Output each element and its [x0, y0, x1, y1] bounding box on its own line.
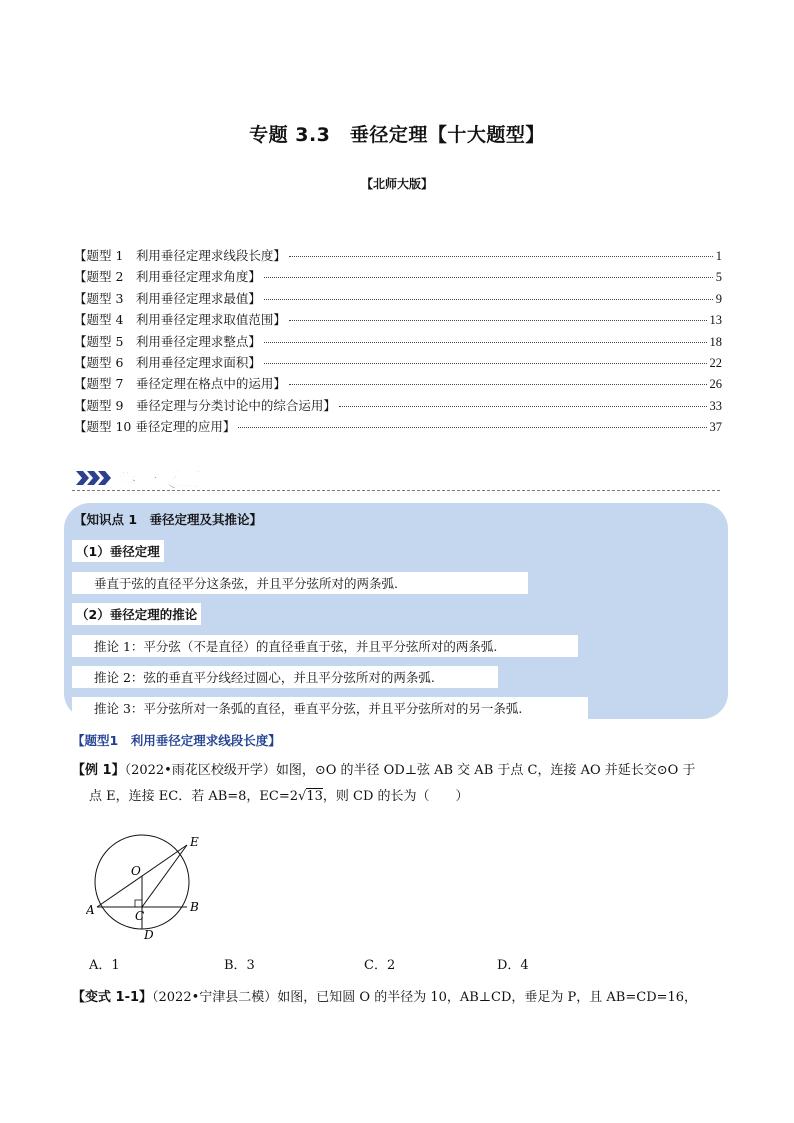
divider	[72, 490, 720, 491]
toc-label: 【题型 6 利用垂径定理求面积】	[74, 354, 261, 370]
knowledge-title: 【知识点 1 垂径定理及其推论】	[74, 512, 263, 527]
toc-leader	[289, 256, 713, 257]
example-line2: 点 E，连接 EC．若 AB=8，EC=2	[89, 789, 299, 804]
label-d: D	[144, 928, 154, 942]
example-tag: 【例 1】	[72, 763, 125, 778]
toc-item[interactable]	[74, 246, 722, 267]
toc-item[interactable]	[74, 374, 722, 395]
toc-item[interactable]	[74, 353, 722, 374]
label-b: B	[190, 900, 199, 914]
toc-page: 5	[715, 270, 722, 285]
option-b[interactable]: B．3	[224, 958, 255, 973]
corollary-text: 推论 3：平分弦所对一条弧的直径，垂直平分弦，并且平分弦所对的另一条弧.	[94, 701, 523, 716]
toc-label: 【题型 7 垂径定理在格点中的运用】	[74, 376, 286, 392]
corollary-line	[72, 635, 578, 657]
label-c: C	[135, 909, 145, 923]
corollary-line	[72, 666, 498, 688]
toc-leader	[264, 342, 707, 343]
toc-leader	[339, 406, 707, 407]
toc-leader	[264, 277, 713, 278]
page-title: 专题 3.3 垂径定理【十大题型】	[249, 124, 545, 146]
toc-leader	[289, 384, 707, 385]
example-source: （2022•雨花区校级开学）	[124, 763, 276, 778]
toc-page: 33	[709, 398, 722, 413]
toc-label: 【题型 3 利用垂径定理求最值】	[74, 290, 261, 306]
toc-leader	[264, 363, 707, 364]
toc-item[interactable]	[74, 267, 722, 288]
label-e: E	[190, 835, 199, 849]
example-line2-end: ，则 CD 的长为（ ）	[322, 789, 469, 804]
toc-label: 【题型 9 垂径定理与分类讨论中的综合运用】	[74, 397, 336, 413]
segment-ec	[142, 845, 187, 907]
toc-page: 22	[709, 355, 722, 370]
example-question	[72, 758, 732, 810]
circle-figure	[86, 832, 216, 942]
label-a: A	[86, 903, 95, 917]
toc-item[interactable]	[74, 332, 722, 353]
toc-page: 18	[709, 334, 722, 349]
toc-label: 【题型 5 利用垂径定理求整点】	[74, 333, 261, 349]
sqrt-radicand: 13	[306, 789, 323, 804]
toc-page: 1	[715, 249, 722, 263]
label-o: O	[131, 864, 141, 878]
variant-text: （2022•宁津县二模）如图，已知圆 O 的半径为 10，AB⊥CD，垂足为 P，且 AB=CD=16，	[152, 990, 698, 1005]
example-line1: 如图，⊙O 的半径 OD⊥弦 AB 交 AB 于点 C，连接 AO 并延长交⊙O 于	[275, 763, 696, 778]
toc-page: 9	[715, 291, 722, 306]
toc-item[interactable]	[74, 396, 722, 417]
chevron-icons	[76, 471, 111, 485]
toc-item[interactable]	[74, 289, 722, 310]
toc-label: 【题型 2 利用垂径定理求角度】	[74, 269, 261, 285]
theorem-statement: 垂直于弦的直径平分这条弦，并且平分弦所对的两条弧.	[94, 576, 398, 591]
section-heading: （1）垂径定理	[72, 540, 164, 562]
option-c[interactable]: C．2	[364, 958, 396, 973]
edition-label: 【北师大版】	[360, 177, 433, 191]
variant-tag: 【变式 1-1】	[72, 990, 153, 1005]
toc-page: 13	[709, 313, 722, 328]
table-of-contents	[74, 246, 722, 439]
toc-label: 【题型 1 利用垂径定理求线段长度】	[74, 248, 286, 263]
toc-leader	[264, 299, 713, 300]
toc-item[interactable]	[74, 310, 722, 331]
toc-item[interactable]	[74, 417, 722, 438]
option-d[interactable]: D．4	[497, 958, 529, 973]
corollary-line	[72, 697, 588, 719]
variant-question	[72, 985, 732, 1011]
option-a[interactable]: A．1	[89, 958, 120, 973]
banner-graphic	[72, 461, 212, 493]
type-heading: 【题型1 利用垂径定理求线段长度】	[72, 733, 281, 748]
answer-options	[0, 954, 794, 974]
toc-label: 【题型 4 利用垂径定理求取值范围】	[74, 312, 286, 328]
theorem-text	[72, 572, 528, 594]
corollary-text: 推论 1：平分弦（不是直径）的直径垂直于弦，并且平分弦所对的两条弧.	[94, 639, 498, 654]
corollary-text: 推论 2：弦的垂直平分线经过圆心，并且平分弦所对的两条弧.	[94, 670, 435, 685]
section-heading: （2）垂径定理的推论	[72, 603, 201, 625]
right-angle-mark	[135, 900, 142, 907]
toc-leader	[238, 427, 706, 428]
toc-page: 37	[709, 420, 722, 435]
toc-leader	[289, 320, 707, 321]
banner-text: 举一反三	[114, 468, 198, 492]
sqrt-symbol: √	[298, 789, 307, 804]
toc-page: 26	[709, 377, 722, 392]
toc-label: 【题型 10 垂径定理的应用】	[74, 419, 236, 435]
